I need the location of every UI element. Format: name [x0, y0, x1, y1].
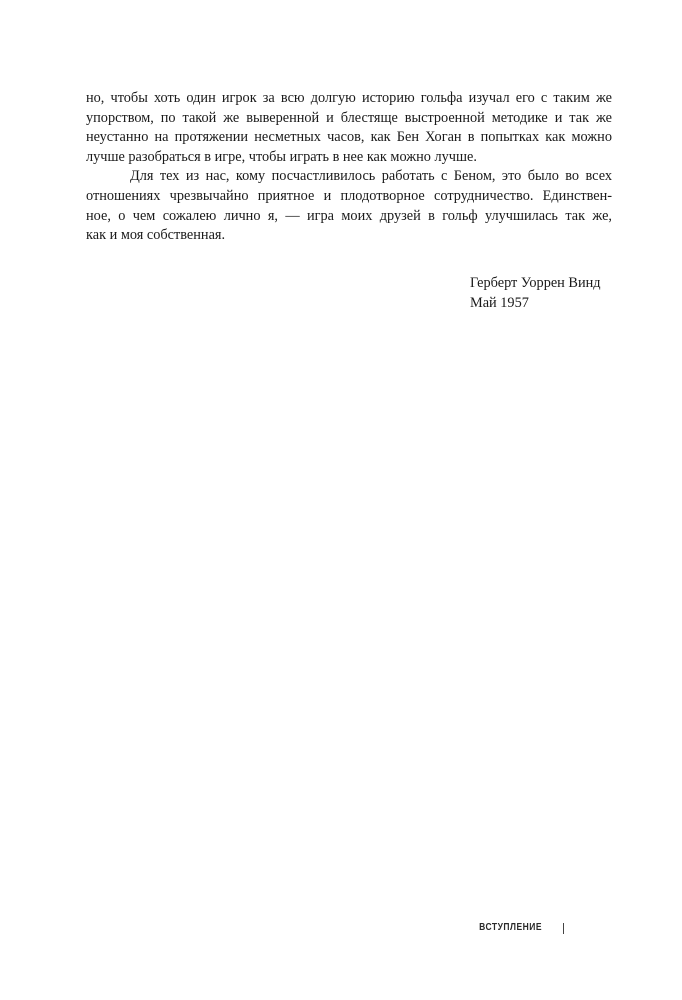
text-line: отношениях чрезвычайно приятное и плодотворное сотрудничество. Единствен-: [86, 187, 612, 204]
text-line: но, чтобы хоть один игрок за всю долгую историю гольфа изучал его с таким же: [86, 90, 612, 106]
text-line: Для тех из нас, кому посчастливилось работать с Беном, это было во всех: [130, 168, 612, 185]
signature-block: [470, 273, 601, 313]
text-line: как и моя собственная.: [86, 227, 226, 244]
body-text: [86, 89, 612, 246]
text-line: ное, о чем сожалею лично я, — игра моих друзей в гольф улучшилась так же,: [86, 207, 612, 224]
page-footer: [0, 922, 682, 938]
text-line: упорством, по такой же выверенной и блестяще выстроенной методике и так же: [86, 109, 612, 126]
author-name: Герберт Уоррен Винд: [470, 275, 601, 291]
signature-date: Май 1957: [470, 295, 529, 311]
running-footer-section: ВСТУПЛЕНИЕ: [479, 922, 542, 933]
text-line: лучше разобраться в игре, чтобы играть в нее как можно лучше.: [86, 148, 477, 165]
text-line: неустанно на протяжении несметных часов, как Бен Хоган в попытках как можно: [86, 129, 612, 146]
footer-separator: [563, 923, 564, 934]
